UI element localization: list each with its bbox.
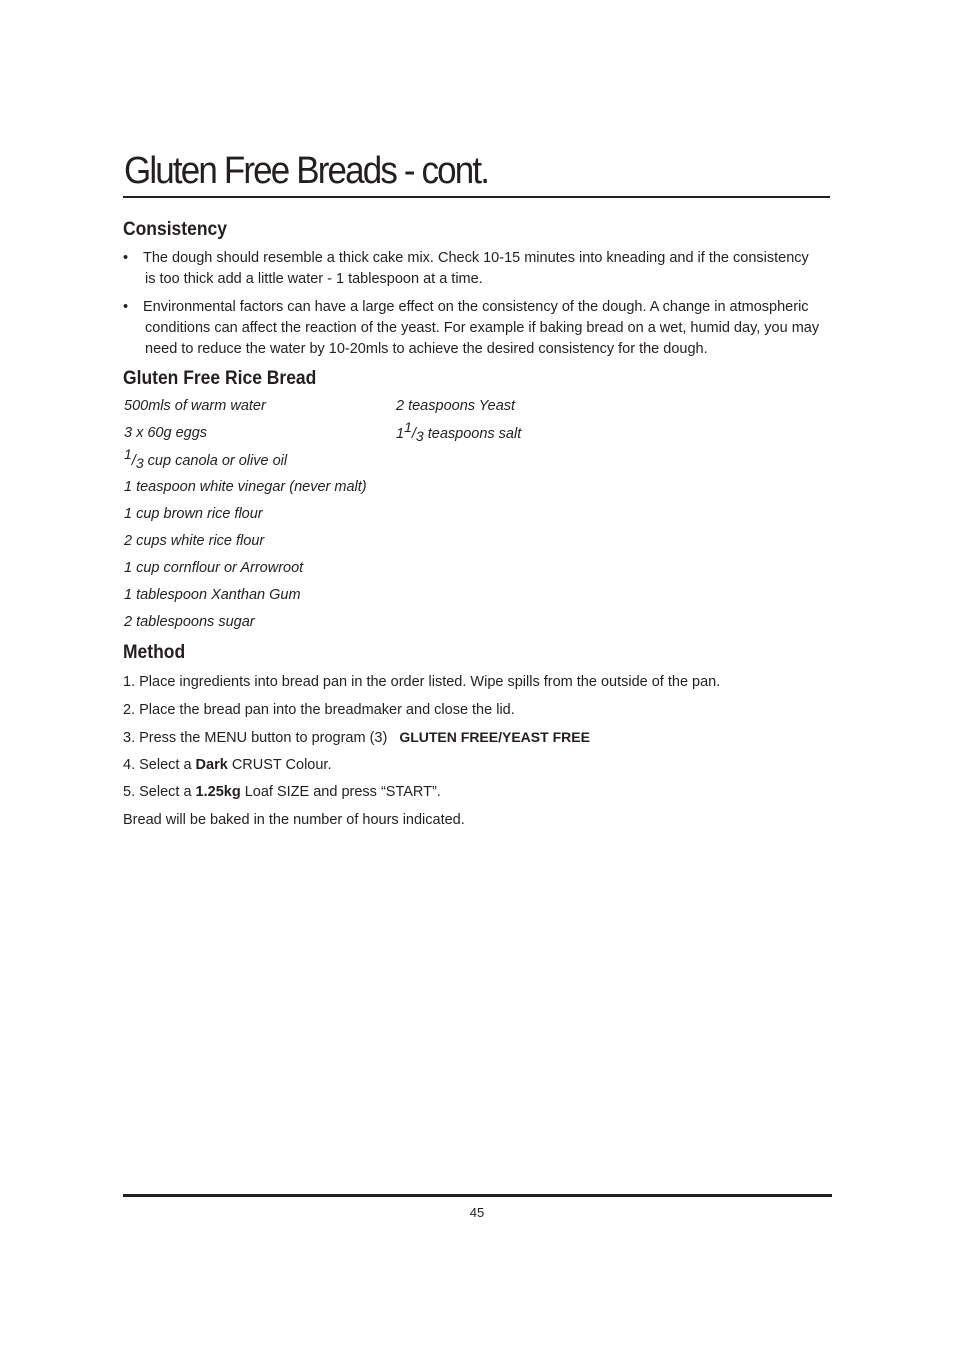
salt-whole: 1	[396, 426, 405, 442]
ingredient-item: 1 cup cornflour or Arrowroot	[124, 560, 304, 576]
step-text: 5. Select a	[123, 784, 192, 800]
ingredient-text: teaspoons salt	[427, 426, 522, 442]
page-title: Gluten Free Breads - cont.	[124, 150, 489, 192]
method-step-4	[123, 757, 331, 773]
fraction-denominator: 3	[135, 455, 144, 471]
step-text: 4. Select a	[123, 757, 192, 773]
step-text: CRUST Colour.	[231, 757, 332, 773]
fraction-denominator: 3	[415, 428, 424, 444]
footer-divider	[123, 1194, 832, 1197]
ingredient-item-salt: 11/3 teaspoons salt	[396, 419, 522, 444]
loaf-size-setting: 1.25kg	[195, 784, 241, 800]
method-step-3	[123, 729, 590, 746]
method-step-1: 1. Place ingredients into bread pan in the order listed. Wipe spills from the outside of the pan.	[123, 674, 721, 690]
method-step-5	[123, 784, 441, 800]
ingredient-item: 1 tablespoon Xanthan Gum	[124, 587, 301, 603]
step-text: Loaf SIZE and press “START”.	[244, 784, 441, 800]
ingredient-item: 1 teaspoon white vinegar (never malt)	[124, 479, 367, 495]
bullet-text: The dough should resemble a thick cake mix. Check 10-15 minutes into kneading and if the consistency is too thick add a little water - 1 tablespoon at a time.	[143, 250, 809, 287]
ingredient-item: 500mls of warm water	[124, 398, 266, 414]
ingredient-text: cup canola or olive oil	[147, 453, 288, 469]
ingredient-item: 3 x 60g eggs	[124, 425, 208, 441]
ingredient-item: 2 tablespoons sugar	[124, 614, 255, 630]
step-text: 3. Press the MENU button to program (3)	[123, 730, 388, 746]
recipe-heading: Gluten Free Rice Bread	[123, 368, 317, 389]
consistency-bullet-1	[123, 248, 823, 290]
consistency-heading: Consistency	[123, 219, 227, 240]
bullet-symbol: •	[123, 250, 129, 266]
ingredient-item: 2 cups white rice flour	[124, 533, 265, 549]
method-heading: Method	[123, 642, 186, 663]
page-number: 45	[469, 1205, 485, 1220]
bullet-text: Environmental factors can have a large effect on the consistency of the dough. A change in atmospheric conditions can affect the reaction of the yeast. For example if baking bread on a wet, humid day, you may need to reduce the water by 10-20mls to achieve the desired consistency for the dough.	[143, 299, 820, 357]
fraction-numerator: 1	[124, 446, 132, 462]
method-closing: Bread will be baked in the number of hours indicated.	[123, 812, 465, 828]
consistency-bullet-2	[123, 297, 823, 360]
ingredient-item: 2 teaspoons Yeast	[396, 398, 516, 414]
title-divider	[123, 196, 830, 198]
bullet-symbol: •	[123, 299, 129, 315]
program-name: GLUTEN FREE/YEAST FREE	[399, 729, 590, 745]
ingredient-item: 1 cup brown rice flour	[124, 506, 263, 522]
method-step-2: 2. Place the bread pan into the breadmaker and close the lid.	[123, 702, 515, 718]
ingredient-item-oil: 1/3 cup canola or olive oil	[124, 446, 288, 471]
fraction-numerator: 1	[404, 419, 412, 435]
crust-setting: Dark	[195, 757, 228, 773]
